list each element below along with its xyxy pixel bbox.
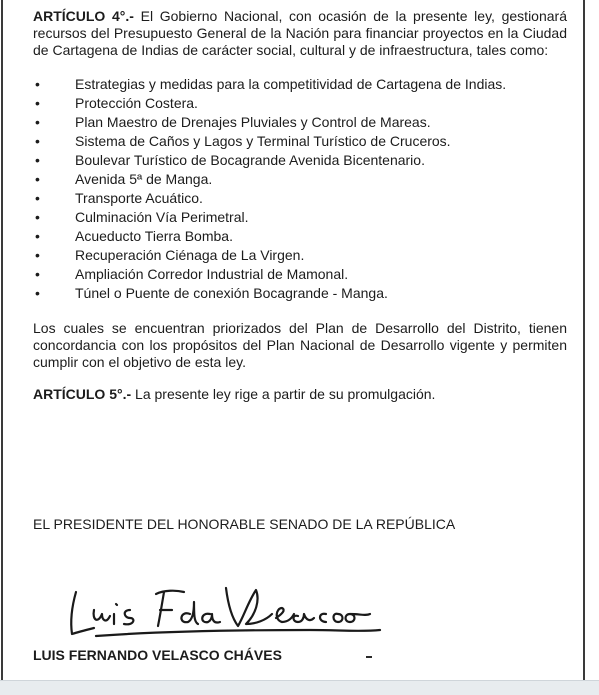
bullet-icon: •	[35, 228, 40, 244]
article-5-text: La presente ley rige a partir de su promulgación.	[131, 386, 436, 402]
list-item: • Túnel o Puente de conexión Bocagrande - Manga.	[35, 285, 388, 301]
article-4-paragraph	[33, 8, 567, 59]
list-item: • Culminación Vía Perimetral.	[35, 209, 249, 225]
document-body	[33, 8, 567, 403]
list-item: • Sistema de Caños y Lagos y Terminal Turístico de Cruceros.	[35, 133, 451, 149]
list-item: • Estrategias y medidas para la competitividad de Cartagena de Indias.	[35, 76, 507, 92]
list-item: • Plan Maestro de Drenajes Pluviales y Control de Mareas.	[35, 114, 431, 130]
bullet-icon: •	[35, 266, 40, 282]
article-5-title: ARTÍCULO 5°.-	[33, 386, 132, 402]
bullet-icon: •	[35, 247, 40, 263]
list-item: • Recuperación Ciénaga de La Virgen.	[35, 247, 305, 263]
article-4-title: ARTÍCULO 4°.-	[33, 8, 134, 24]
left-margin-rule	[1, 0, 3, 680]
bullet-icon: •	[35, 209, 40, 225]
projects-list	[33, 75, 567, 303]
viewer-bottom-strip	[0, 680, 599, 695]
list-item: • Ampliación Corredor Industrial de Mamonal.	[35, 266, 349, 282]
list-item: • Protección Costera.	[35, 95, 198, 111]
closing-paragraph: Los cuales se encuentran priorizados del Plan de Desarrollo del Distrito, tienen concordancia con los propósitos del Plan Nacional de Desarrollo vigente y permiten cumplir con el objetivo de esta ley.	[33, 320, 567, 370]
right-margin-rule	[583, 0, 585, 680]
list-item: • Boulevar Turístico de Bocagrande Avenida Bicentenario.	[35, 152, 425, 168]
bullet-icon: •	[35, 76, 40, 92]
bullet-icon: •	[35, 95, 40, 111]
article-5-paragraph	[33, 386, 567, 403]
list-item: • Transporte Acuático.	[35, 190, 203, 206]
list-item: • Avenida 5ª de Manga.	[35, 171, 213, 187]
signer-name: LUIS FERNANDO VELASCO CHÁVES	[33, 647, 282, 663]
bullet-icon: •	[35, 171, 40, 187]
stray-mark	[366, 656, 372, 658]
bullet-icon: •	[35, 190, 40, 206]
bullet-icon: •	[35, 133, 40, 149]
bullet-icon: •	[35, 152, 40, 168]
bullet-icon: •	[35, 114, 40, 130]
bullet-icon: •	[35, 285, 40, 301]
handwritten-signature	[60, 580, 390, 640]
article-4-text: El Gobierno Nacional, con ocasión de la presente ley, gestionará recursos del Presupuesto General de la Nación para financiar proyectos en la Ciudad de Cartagena de Indias de carácter social, cultural y de infraestructura, tales como:	[33, 8, 567, 58]
list-item: • Acueducto Tierra Bomba.	[35, 228, 233, 244]
signer-title: EL PRESIDENTE DEL HONORABLE SENADO DE LA REPÚBLICA	[33, 516, 456, 532]
